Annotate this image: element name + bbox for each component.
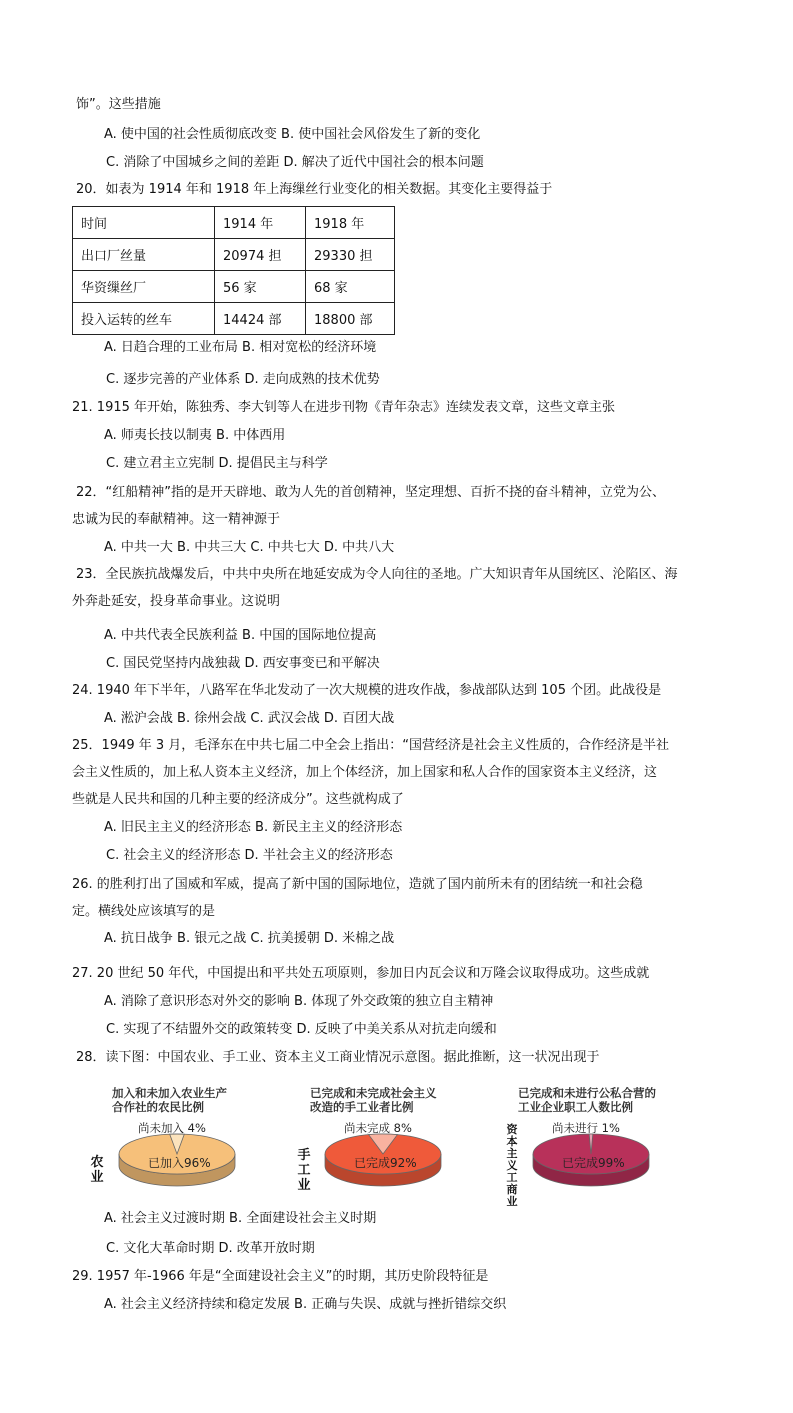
silk-industry-table	[72, 206, 395, 335]
pie-title: 已完成和未完成社会主义	[310, 1086, 437, 1100]
option-line: C. 逐步完善的产业体系 D. 走向成熟的技术优势	[106, 372, 380, 387]
option-line: C. 消除了中国城乡之间的差距 D. 解决了近代中国社会的根本问题	[106, 155, 484, 170]
option-line: A. 中共代表全民族利益 B. 中国的国际地位提高	[104, 628, 377, 643]
question-20: 20．如表为 1914 年和 1918 年上海缫丝行业变化的相关数据。其变化主要得益于	[76, 182, 553, 197]
table-cell: 20974 担	[215, 239, 306, 271]
pie-title: 已完成和未进行公私合营的	[518, 1086, 656, 1100]
table-cell: 1918 年	[306, 207, 395, 239]
option-line: C. 国民党坚持内战独裁 D. 西安事变已和平解决	[106, 656, 380, 671]
pie-title: 工业企业职工人数比例	[518, 1100, 633, 1114]
table-row	[73, 239, 395, 271]
pie-title: 合作社的农民比例	[112, 1100, 204, 1114]
table-cell: 华资缫丝厂	[73, 271, 215, 303]
text-line: 饰”。这些措施	[76, 97, 161, 112]
table-cell: 56 家	[215, 271, 306, 303]
table-row	[73, 303, 395, 335]
option-line: A. 日趋合理的工业布局 B. 相对宽松的经济环境	[104, 340, 377, 355]
question-24: 24. 1940 年下半年，八路军在华北发动了一次大规模的进攻作战，参战部队达到 105 个团。此战役是	[72, 683, 662, 698]
option-line: A. 旧民主主义的经济形态 B. 新民主主义的经济形态	[104, 820, 403, 835]
table-cell: 18800 部	[306, 303, 395, 335]
text-line: 忠诚为民的奉献精神。这一精神源于	[72, 512, 281, 527]
option-line: C. 文化大革命时期 D. 改革开放时期	[106, 1241, 315, 1256]
pie-side-label: 手 工 业	[297, 1147, 311, 1193]
option-line: A. 使中国的社会性质彻底改变 B. 使中国社会风俗发生了新的变化	[104, 127, 481, 142]
pie-label-small: 尚未完成 8%	[344, 1121, 412, 1135]
pie-chart-2	[292, 1080, 492, 1200]
table-header-row	[73, 207, 395, 239]
option-line: A. 社会主义经济持续和稳定发展 B. 正确与失误、成就与挫折错综交织	[104, 1297, 507, 1312]
question-21: 21. 1915 年开始，陈独秀、李大钊等人在进步刊物《青年杂志》连续发表文章，这些文章主张	[72, 400, 616, 415]
option-line: A. 师夷长技以制夷 B. 中体西用	[104, 428, 286, 443]
option-line: C. 建立君主立宪制 D. 提倡民主与科学	[106, 456, 328, 471]
table-cell: 1914 年	[215, 207, 306, 239]
table-cell: 投入运转的丝车	[73, 303, 215, 335]
pie-chart-1	[86, 1080, 286, 1200]
option-line: C. 社会主义的经济形态 D. 半社会主义的经济形态	[106, 848, 393, 863]
pie-side-label: 农 业	[90, 1155, 104, 1185]
option-line: A. 中共一大 B. 中共三大 C. 中共七大 D. 中共八大	[104, 540, 395, 555]
question-25: 25．1949 年 3 月，毛泽东在中共七届二中全会上指出：“国营经济是社会主义性质的，合作经济是半社	[72, 738, 670, 753]
text-line: 外奔赴延安，投身革命事业。这说明	[72, 594, 281, 609]
option-line: A. 社会主义过渡时期 B. 全面建设社会主义时期	[104, 1211, 377, 1226]
table-cell: 14424 部	[215, 303, 306, 335]
question-28: 28．读下图：中国农业、手工业、资本主义工商业情况示意图。据此推断，这一状况出现于	[76, 1050, 600, 1065]
table-cell: 出口厂丝量	[73, 239, 215, 271]
pie-chart-3	[500, 1080, 700, 1208]
table-cell: 29330 担	[306, 239, 395, 271]
table-cell: 68 家	[306, 271, 395, 303]
pie-side-label: 资 本 主 义 工 商 业	[506, 1123, 518, 1208]
question-22: 22．“红船精神”指的是开天辟地、敢为人先的首创精神，坚定理想、百折不挠的奋斗精神，立党为公、	[76, 485, 666, 500]
option-line: C. 实现了不结盟外交的政策转变 D. 反映了中美关系从对抗走向缓和	[106, 1022, 497, 1037]
question-23: 23．全民族抗战爆发后，中共中央所在地延安成为令人向往的圣地。广大知识青年从国统区、沦陷区、海	[76, 567, 678, 582]
pie-title: 改造的手工业者比例	[310, 1100, 414, 1114]
table-row	[73, 271, 395, 303]
option-line: A. 消除了意识形态对外交的影响 B. 体现了外交政策的独立自主精神	[104, 994, 494, 1009]
pie-label-main: 已完成99%	[562, 1156, 625, 1170]
text-line: 会主义性质的，加上私人资本主义经济，加上个体经济，加上国家和私人合作的国家资本主义经济，这	[72, 765, 658, 780]
option-line: A. 淞沪会战 B. 徐州会战 C. 武汉会战 D. 百团大战	[104, 711, 395, 726]
table-cell: 时间	[73, 207, 215, 239]
pie-label-small: 尚未进行 1%	[552, 1121, 620, 1135]
question-27: 27. 20 世纪 50 年代，中国提出和平共处五项原则，参加日内瓦会议和万隆会议取得成功。这些成就	[72, 966, 650, 981]
pie-title: 加入和未加入农业生产	[112, 1086, 227, 1100]
text-line: 定。横线处应该填写的是	[72, 904, 216, 919]
pie-label-main: 已完成92%	[354, 1156, 417, 1170]
text-line: 些就是人民共和国的几种主要的经济成分”。这些就构成了	[72, 792, 404, 807]
question-29: 29. 1957 年-1966 年是“全面建设社会主义”的时期，其历史阶段特征是	[72, 1269, 489, 1284]
question-26: 26. 的胜利打出了国威和军威，提高了新中国的国际地位，造就了国内前所未有的团结统一和社会稳	[72, 877, 643, 892]
option-line: A. 抗日战争 B. 银元之战 C. 抗美援朝 D. 米棉之战	[104, 931, 395, 946]
pie-label-main: 已加入96%	[148, 1156, 211, 1170]
pie-label-small: 尚未加入 4%	[138, 1121, 206, 1135]
